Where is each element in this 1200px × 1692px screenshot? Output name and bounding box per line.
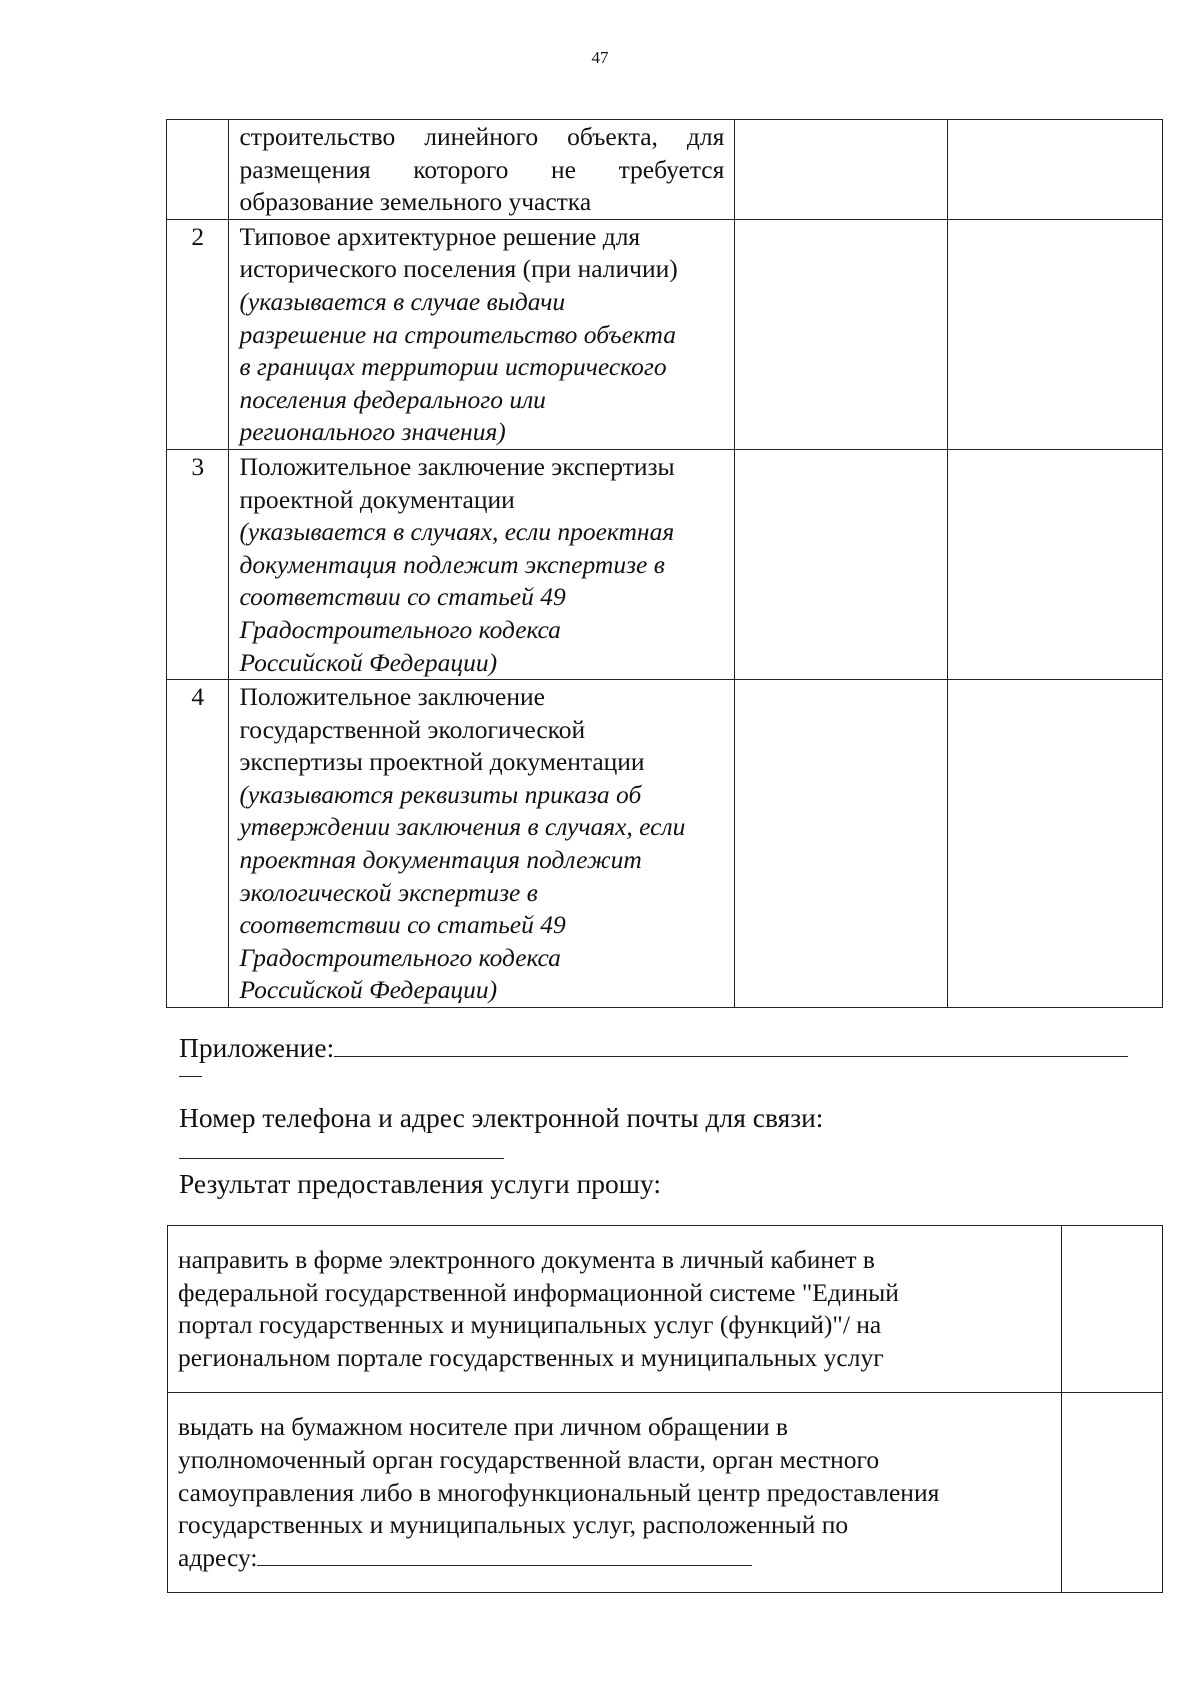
document-note-line: поселения федерального или	[239, 384, 546, 414]
document-note-line: соответствии со статьей 49	[239, 582, 566, 612]
document-note-line: утверждении заключения в случаях, если	[239, 812, 686, 842]
result-option-line: государственных и муниципальных услуг, расположенный по	[178, 1510, 849, 1540]
document-note-line: соответствии со статьей 49	[239, 910, 566, 940]
document-title-line: проектной документации	[239, 484, 515, 514]
result-option-line: выдать на бумажном носителе при личном обращении в	[178, 1412, 789, 1442]
address-label: адресу:	[178, 1542, 258, 1572]
document-details-cell[interactable]	[735, 120, 948, 220]
document-title-line: Типовое архитектурное решение для	[239, 221, 641, 251]
result-options-table	[167, 1225, 1163, 1593]
document-title-line: образование земельного участка	[239, 187, 592, 217]
appendix-line	[179, 1032, 1128, 1064]
document-note-line: проектная документация подлежит	[239, 845, 642, 875]
document-description	[229, 680, 735, 1008]
document-note-line: Градостроительного кодекса	[239, 942, 561, 972]
result-option-checkbox[interactable]	[1062, 1226, 1163, 1393]
document-description	[229, 219, 735, 449]
document-details-cell[interactable]	[735, 680, 948, 1008]
document-mark-cell[interactable]	[948, 449, 1163, 679]
document-mark-cell[interactable]	[948, 219, 1163, 449]
appendix-input-line[interactable]	[334, 1034, 1128, 1057]
document-title-line: исторического поселения (при наличии)	[239, 254, 678, 284]
result-option-line: направить в форме электронного документа в личный кабинет в	[178, 1245, 875, 1274]
document-mark-cell[interactable]	[948, 680, 1163, 1008]
document-note-line: (указывается в случаях, если проектная	[239, 517, 675, 547]
result-option-line: портал государственных и муниципальных услуг (функций)"/ на	[178, 1310, 882, 1340]
result-option-checkbox[interactable]	[1062, 1393, 1163, 1593]
document-note-line: Российской Федерации)	[239, 975, 498, 1005]
document-description	[229, 120, 735, 220]
table-row	[167, 449, 1163, 679]
row-number: 4	[167, 680, 229, 1008]
table-row	[167, 120, 1163, 220]
document-title-line: государственной экологической	[239, 714, 586, 744]
result-option-text	[168, 1226, 1062, 1393]
document-details-cell[interactable]	[735, 449, 948, 679]
document-note-line: Российской Федерации)	[239, 647, 498, 677]
table-row	[167, 219, 1163, 449]
document-note-line: разрешение на строительство объекта	[239, 319, 677, 349]
result-option-text	[168, 1393, 1062, 1593]
result-option-line: уполномоченный орган государственной власти, орган местного	[178, 1444, 880, 1474]
result-option-line: региональном портале государственных и муниципальных услуг	[178, 1342, 884, 1372]
address-line	[178, 1542, 1051, 1575]
document-title-line: Положительное заключение экспертизы	[239, 451, 675, 481]
document-note-line: (указываются реквизиты приказа об	[239, 779, 642, 809]
document-title-line: экспертизы проектной документации	[239, 747, 645, 777]
result-option-line: самоуправления либо в многофункциональный центр предоставления	[178, 1477, 940, 1507]
document-details-cell[interactable]	[735, 219, 948, 449]
document-note-line: регионального значения)	[239, 417, 506, 447]
document-title-line: размещения которого не требуется	[239, 154, 725, 184]
result-option-line: федеральной государственной информационной системе "Единый	[178, 1277, 899, 1307]
document-description	[229, 449, 735, 679]
address-input-line[interactable]	[257, 1545, 752, 1566]
document-title-line: строительство линейного объекта, для	[239, 122, 725, 151]
document-mark-cell[interactable]	[948, 120, 1163, 220]
documents-table	[166, 119, 1163, 1008]
contact-label: Номер телефона и адрес электронной почты для связи:	[179, 1102, 824, 1133]
appendix-label: Приложение:	[179, 1032, 335, 1063]
contact-input-line[interactable]	[179, 1158, 504, 1159]
document-note-line: (указывается в случае выдачи	[239, 286, 566, 316]
appendix-continuation-line[interactable]	[179, 1076, 202, 1077]
result-label: Результат предоставления услуги прошу:	[179, 1168, 661, 1199]
row-number: 2	[167, 219, 229, 449]
page-number: 47	[591, 48, 609, 67]
table-row	[167, 680, 1163, 1008]
result-option-row	[168, 1226, 1163, 1393]
document-note-line: в границах территории исторического	[239, 352, 667, 382]
document-note-line: документация подлежит экспертизе в	[239, 549, 665, 579]
document-note-line: Градостроительного кодекса	[239, 614, 561, 644]
result-option-row	[168, 1393, 1163, 1593]
document-note-line: экологической экспертизе в	[239, 877, 538, 907]
document-title-line: Положительное заключение	[239, 682, 545, 712]
row-number	[167, 120, 229, 220]
row-number: 3	[167, 449, 229, 679]
